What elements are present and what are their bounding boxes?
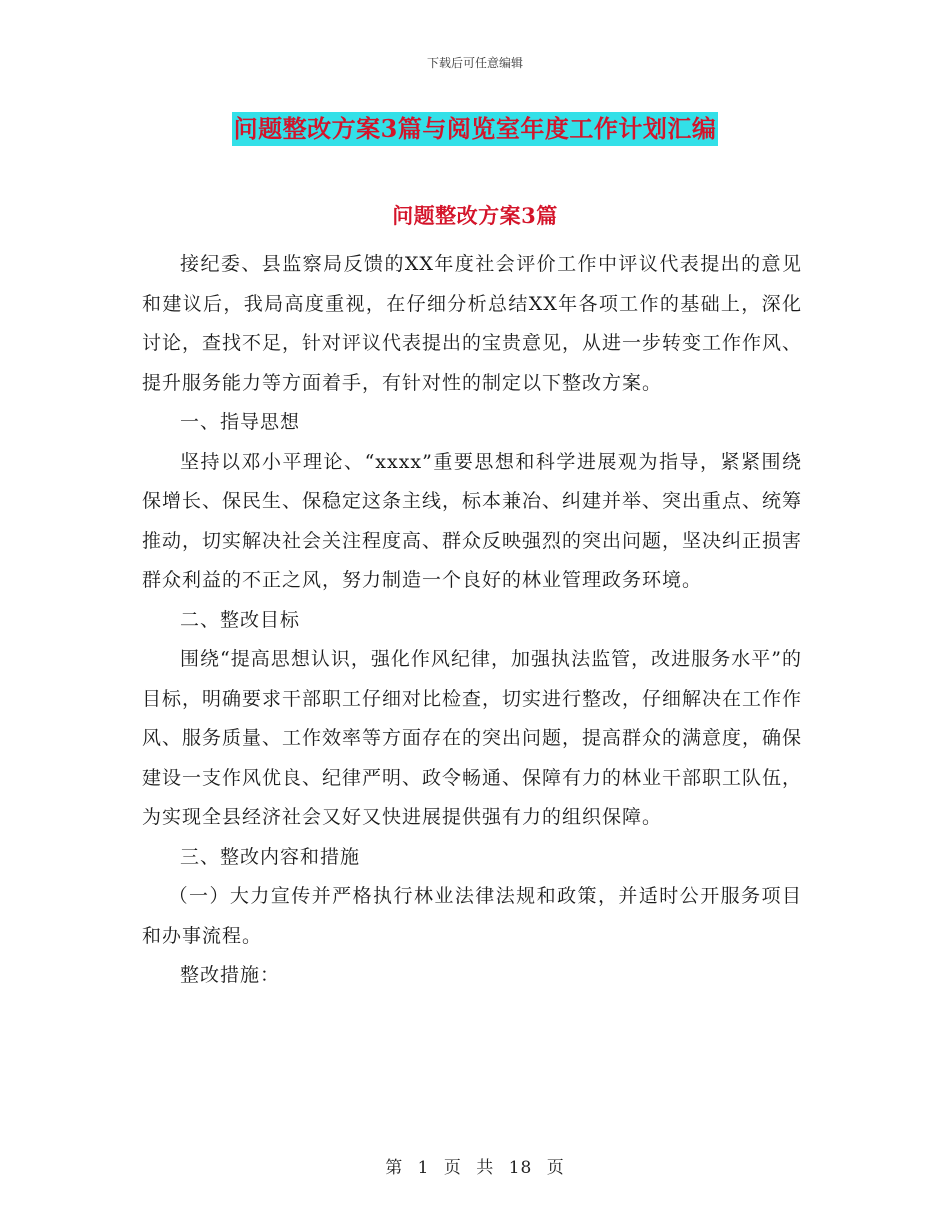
footer-page-number: 1 <box>417 1158 430 1178</box>
page-footer <box>0 1153 950 1178</box>
paragraph-guiding-thought: 坚持以邓小平理论、“xxxx”重要思想和科学进展观为指导，紧紧围绕保增长、保民生、保稳定这条主线，标本兼冶、纠建并举、突出重点、统筹推动，切实解决社会关注程度高、群众反映强烈的突出问题，坚决纠正损害群众利益的不正之风，努力制造一个良好的林业管理政务环境。 <box>142 450 803 591</box>
header-note: 下载后可任意编辑 <box>426 56 523 70</box>
main-title: 问题整改方案3篇与阅览室年度工作计划汇编 <box>232 112 719 146</box>
footer-label-unit: 页 <box>443 1158 462 1178</box>
heading-content-measures: 三、整改内容和措施 <box>180 845 361 868</box>
paragraph-item-one: （一）大力宣传并严格执行林业法律法规和政策，并适时公开服务项目和办事流程。 <box>142 885 802 947</box>
footer-label-unit2: 页 <box>546 1158 565 1178</box>
footer-total-pages: 18 <box>508 1158 533 1178</box>
footer-label-page: 第 <box>385 1158 404 1178</box>
heading-guiding-thought: 一、指导思想 <box>180 411 301 433</box>
paragraph-rectification-goal: 围绕“提高思想认识，强化作风纪律，加强执法监管，改进服务水平”的目标，明确要求干部职工仔细对比检查，切实进行整改，仔细解决在工作作风、服务质量、工作效率等方面存在的突出问题，提高群众的满意度，确保建设一支作风优良、纪律严明、政令畅通、保障有力的林业干部职工队伍，为实现全县经济社会又好又快进展提供强有力的组织保障。 <box>142 648 803 828</box>
heading-rectification-goal: 二、整改目标 <box>180 608 301 631</box>
document-body <box>142 245 802 996</box>
footer-label-total: 共 <box>476 1158 495 1178</box>
paragraph-intro: 接纪委、县监察局反馈的XX年度社会评价工作中评议代表提出的意见和建议后，我局高度重视，在仔细分析总结XX年各项工作的基础上，深化讨论，查找不足，针对评议代表提出的宝贵意见，从进一步转变工作作风、提升服务能力等方面着手，有针对性的制定以下整改方案。 <box>142 253 803 394</box>
label-measures: 整改措施： <box>180 964 281 986</box>
main-title-wrap <box>0 112 950 146</box>
section-title: 问题整改方案3篇 <box>392 203 558 228</box>
